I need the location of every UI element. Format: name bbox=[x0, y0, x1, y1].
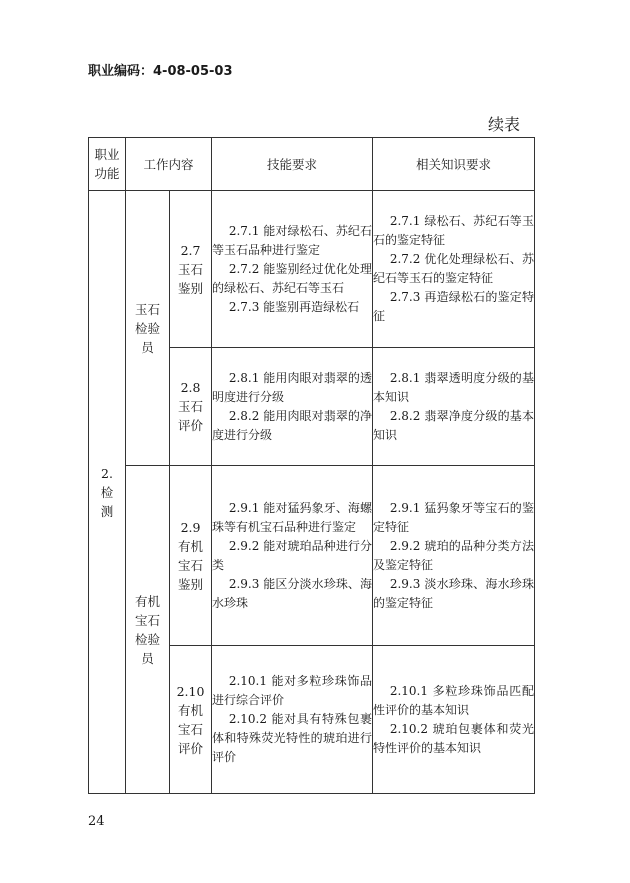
knowledge-item: 2.7.3 再造绿松石的鉴定特征 bbox=[373, 290, 535, 323]
knowledge-cell bbox=[373, 348, 535, 466]
col-header-content: 工作内容 bbox=[126, 138, 212, 191]
function-cell: 2. 检 测 bbox=[89, 191, 126, 794]
skills-cell bbox=[212, 466, 373, 646]
table-row bbox=[89, 191, 535, 348]
subitem-cell: 2.10 有机 宝石 评价 bbox=[170, 646, 212, 794]
knowledge-item: 2.10.2 琥珀包裹体和荧光特性评价的基本知识 bbox=[373, 721, 535, 755]
skill-item: 2.7.2 能鉴别经过优化处理的绿松石、苏纪石等玉石 bbox=[212, 261, 373, 295]
occupation-code: 职业编码：4-08-05-03 bbox=[88, 64, 233, 79]
skill-item: 2.9.2 能对琥珀品种进行分类 bbox=[212, 538, 373, 572]
skill-item: 2.10.1 能对多粒珍珠饰品进行综合评价 bbox=[212, 674, 373, 707]
knowledge-item: 2.9.3 淡水珍珠、海水珍珠的鉴定特征 bbox=[373, 576, 535, 610]
col-header-knowledge: 相关知识要求 bbox=[373, 138, 535, 191]
knowledge-item: 2.10.1 多粒珍珠饰品匹配性评价的基本知识 bbox=[373, 683, 535, 717]
continued-label: 续表 bbox=[488, 115, 521, 134]
col-header-function: 职业 功能 bbox=[89, 138, 126, 191]
table-header-row bbox=[89, 138, 535, 191]
skills-cell bbox=[212, 646, 373, 794]
table-row bbox=[89, 466, 535, 646]
knowledge-item: 2.8.2 翡翠净度分级的基本知识 bbox=[373, 408, 535, 442]
page-number: 24 bbox=[88, 814, 105, 829]
skill-item: 2.9.1 能对猛犸象牙、海螺珠等有机宝石品种进行鉴定 bbox=[212, 500, 373, 534]
knowledge-item: 2.8.1 翡翠透明度分级的基本知识 bbox=[373, 370, 535, 404]
skill-item: 2.7.1 能对绿松石、苏纪石等玉石品种进行鉴定 bbox=[212, 223, 373, 257]
knowledge-item: 2.9.1 猛犸象牙等宝石的鉴定特征 bbox=[373, 500, 535, 534]
subitem-cell: 2.9 有机 宝石 鉴别 bbox=[170, 466, 212, 646]
knowledge-cell bbox=[373, 646, 535, 794]
skills-table bbox=[88, 137, 535, 794]
skills-cell bbox=[212, 191, 373, 348]
knowledge-cell bbox=[373, 191, 535, 348]
skill-item: 2.7.3 能鉴别再造绿松石 bbox=[228, 299, 360, 314]
group-cell: 玉石 检验 员 bbox=[126, 191, 170, 466]
knowledge-item: 2.7.1 绿松石、苏纪石等玉石的鉴定特征 bbox=[373, 214, 535, 247]
skill-item: 2.8.1 能用肉眼对翡翠的透明度进行分级 bbox=[212, 370, 373, 404]
skills-cell bbox=[212, 348, 373, 466]
col-header-skills: 技能要求 bbox=[212, 138, 373, 191]
skill-item: 2.8.2 能用肉眼对翡翠的净度进行分级 bbox=[212, 408, 373, 442]
skill-item: 2.10.2 能对具有特殊包裹体和特殊荧光特性的琥珀进行评价 bbox=[212, 712, 373, 764]
skill-item: 2.9.3 能区分淡水珍珠、海水珍珠 bbox=[212, 576, 373, 610]
subitem-cell: 2.7 玉石 鉴别 bbox=[170, 191, 212, 348]
knowledge-item: 2.9.2 琥珀的品种分类方法及鉴定特征 bbox=[373, 538, 535, 572]
subitem-cell: 2.8 玉石 评价 bbox=[170, 348, 212, 466]
knowledge-item: 2.7.2 优化处理绿松石、苏纪石等玉石的鉴定特征 bbox=[373, 252, 535, 285]
group-cell: 有机 宝石 检验 员 bbox=[126, 466, 170, 794]
knowledge-cell bbox=[373, 466, 535, 646]
